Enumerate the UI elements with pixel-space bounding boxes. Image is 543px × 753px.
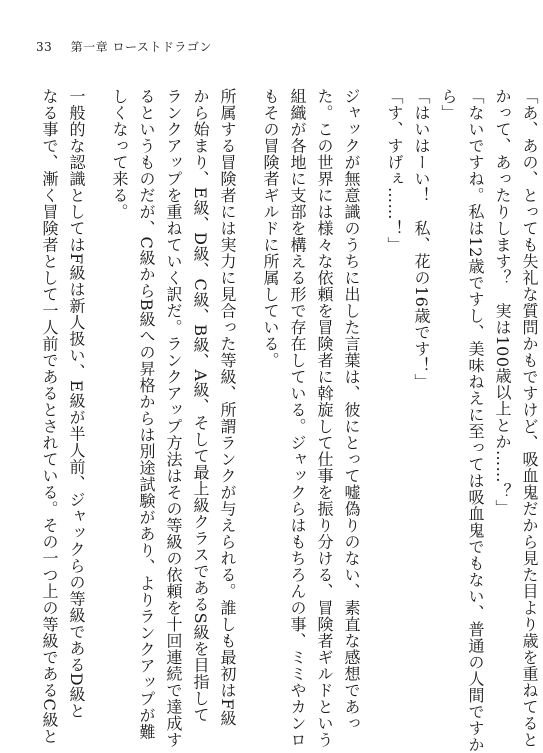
running-head	[36, 38, 212, 55]
text-line: 一般的な認識としてはF級は新人扱い、E級が半人前、ジャックらの等級であるD級と	[67, 88, 86, 720]
text-line: 「あ、あの、とっても失礼な質問かもですけど、吸血鬼だから見た目より歳を重ねてると	[520, 88, 539, 748]
text-line: しくなって来る。	[110, 88, 129, 220]
text-line: もその冒険者ギルドに所属している。	[261, 88, 280, 369]
text-line: ジャックが無意識のうちに出した言葉は、彼にとって嘘偽りのない、素直な感想であっ	[342, 88, 361, 732]
text-line: た。この世界には様々な依頼を冒険者に斡旋して仕事を振り分ける、冒険者ギルドという	[315, 88, 334, 748]
text-line: かって、あったりします？ 実は100歳以上とか……？」	[493, 88, 512, 517]
text-columns	[36, 88, 543, 753]
chapter-title: ローストドラゴン	[112, 40, 212, 54]
text-line: 所属する冒険者には実力に見合った等級、所謂ランクが与えられる。誰しも最初はF級	[218, 88, 237, 727]
chapter-label: 第一章	[70, 40, 109, 54]
text-line: ら」	[439, 88, 458, 121]
text-line: 「ないですね。私は12歳ですし、美味ねえに至っては吸血鬼でもない、普通の人間ですか	[466, 88, 485, 753]
text-line: るというものだが、C級からB級への昇格からは別途試験があり、よりランクアップが難	[137, 88, 156, 740]
text-line: 「はいはーい！ 私、花の16歳です！」	[412, 88, 431, 390]
vertical-text-block	[36, 88, 539, 753]
text-line: 「す、すげぇ……！」	[385, 88, 404, 253]
text-line: なる事で、漸く冒険者として一人前であるとされている。その一つ上の等級であるC級と	[40, 88, 59, 745]
text-line: から始まり、E級、D級、C級、B級、A級、そして最上級クラスであるS級を目指して	[191, 88, 210, 724]
text-line: ランクアップを重ねていく訳だ。ランクアップ方法はその等級の依頼を十回連続で達成す	[164, 88, 183, 748]
page-number: 33	[36, 40, 53, 54]
text-line: 組織が各地に支部を構える形で存在している。ジャックらはもちろんの事、ミミやカンロ	[288, 88, 307, 748]
